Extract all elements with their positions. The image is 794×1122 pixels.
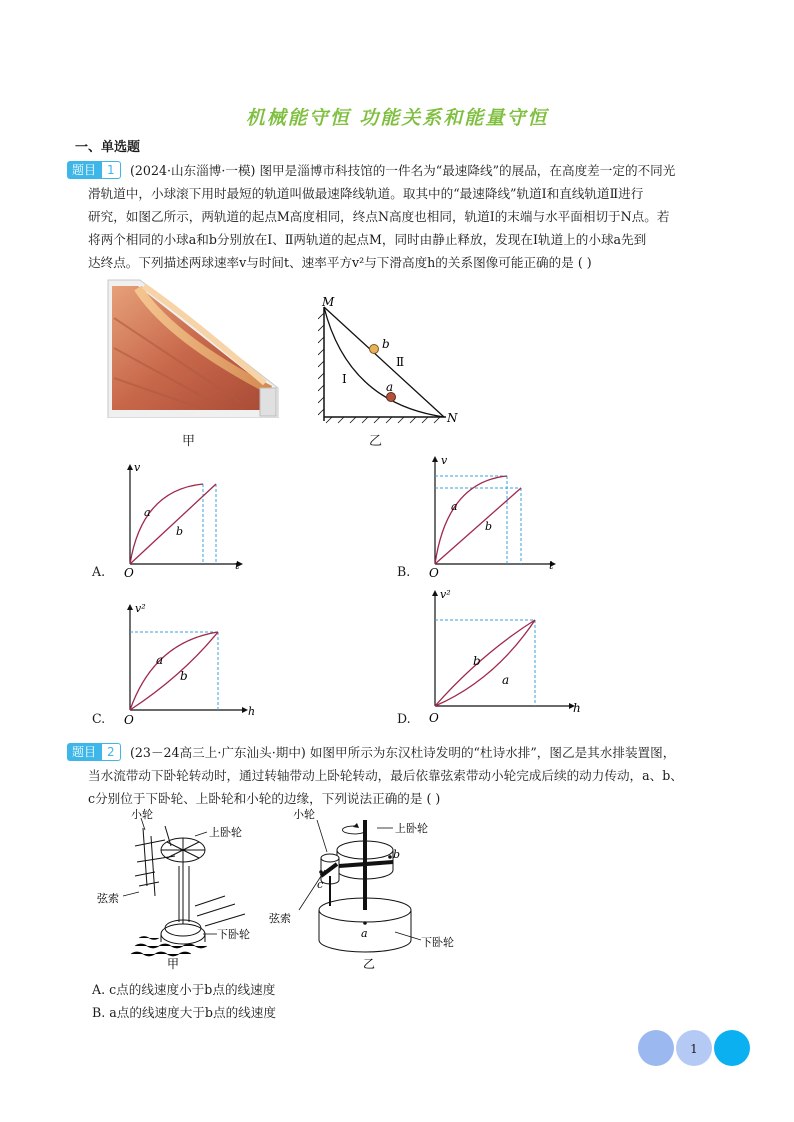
option-b-xaxis: t — [549, 559, 554, 572]
page-number: 1 — [690, 1042, 698, 1056]
option-b-origin: O — [429, 566, 439, 580]
track-diagram — [318, 293, 468, 428]
option-c-label: C. — [92, 711, 106, 726]
label-string-jia: 弦索 — [97, 892, 119, 905]
page-number-badge — [637, 1029, 752, 1067]
option-b-curve-b: b — [485, 520, 493, 533]
option-a-yaxis: v — [134, 462, 141, 474]
option-a-xaxis: t — [235, 559, 240, 572]
q2-option-a: A. c点的线速度小于b点的线速度 — [92, 982, 276, 997]
q2-line-2: 当水流带动下卧轮转动时，通过转轴带动上卧轮转动，最后依靠弦索带动小轮完成后续的动力传动，a、b、 — [88, 768, 683, 783]
label-point-b: b — [393, 848, 401, 861]
option-d-yaxis: v² — [440, 588, 451, 601]
q1-line-5: 达终点。下列描述两球速率v与时间t、速率平方v²与下滑高度h的关系图像可能正确的是 ( ) — [88, 255, 592, 270]
question-tag-label: 题目 — [67, 743, 101, 761]
question-2-text — [75, 741, 745, 810]
question-tag-number: 1 — [101, 161, 121, 179]
label-string-yi: 弦索 — [269, 912, 291, 925]
option-a-graph — [92, 462, 252, 584]
option-a-label: A. — [92, 564, 106, 579]
question-tag-label: 题目 — [67, 161, 101, 179]
label-point-c: c — [317, 878, 324, 891]
option-d-xaxis: h — [573, 701, 581, 715]
q1-line-1: (2024·山东淄博·一模) 图甲是淄博市科技馆的一件名为“最速降线”的展品，在高度差一定的不同光 — [130, 163, 676, 178]
q2-line-3: c分别位于下卧轮、上卧轮和小轮的边缘，下列说法正确的是 ( ) — [88, 791, 441, 806]
option-d-curve-b: b — [473, 654, 481, 668]
label-upper-wheel-jia: 上卧轮 — [209, 826, 242, 839]
question-tag-number: 2 — [101, 743, 121, 761]
label-point-a: a — [361, 927, 368, 940]
label-M: M — [322, 295, 335, 309]
q1-line-2: 滑轨道中，小球滚下用时最短的轨道叫做最速降线轨道。取其中的“最速降线”轨道Ⅰ和直线轨道Ⅱ进行 — [88, 186, 644, 201]
q2-option-b: B. a点的线速度大于b点的线速度 — [92, 1005, 276, 1020]
option-c-yaxis: v² — [135, 602, 146, 615]
option-b-yaxis: v — [441, 454, 448, 467]
label-small-wheel-yi: 小轮 — [293, 808, 315, 821]
option-b-graph — [397, 452, 562, 584]
exhibit-photo — [100, 278, 280, 418]
option-c-curve-a: a — [156, 653, 164, 667]
option-a-origin: O — [124, 566, 134, 580]
label-lower-wheel-yi: 下卧轮 — [421, 936, 454, 949]
option-c-curve-b: b — [180, 669, 188, 683]
question-1-text — [75, 159, 745, 274]
water-bellows-sketch — [95, 806, 275, 974]
option-b-curve-a: a — [451, 500, 458, 513]
option-d-curve-a: a — [502, 673, 510, 687]
option-d-graph — [397, 584, 587, 726]
q1-line-4: 将两个相同的小球a和b分别放在Ⅰ、Ⅱ两轨道的起点M，同时由静止释放，发现在Ⅰ轨道上的小球a先到 — [88, 232, 647, 247]
wheel-diagram — [265, 806, 465, 974]
label-N: N — [447, 411, 458, 425]
label-lower-wheel-jia: 下卧轮 — [217, 928, 250, 941]
q1-line-3: 研究，如图乙所示，两轨道的起点M高度相同，终点N高度也相同，轨道Ⅰ的末端与水平面相切于N点。若 — [88, 209, 670, 224]
option-a-curve-b: b — [176, 525, 184, 538]
option-c-origin: O — [124, 713, 134, 727]
label-track-I: Ⅰ — [342, 372, 347, 386]
page-title: 机械能守恒 功能关系和能量守恒 — [245, 107, 549, 129]
label-small-wheel-jia: 小轮 — [131, 808, 153, 821]
option-b-label: B. — [397, 564, 411, 579]
q2-line-1: (23－24高三上·广东汕头·期中) 如图甲所示为东汉杜诗发明的“杜诗水排”，图乙是其水排装置图， — [130, 745, 676, 760]
option-c-xaxis: h — [248, 705, 256, 718]
label-a: a — [386, 380, 394, 394]
label-b: b — [382, 337, 390, 351]
label-upper-wheel-yi: 上卧轮 — [395, 822, 428, 835]
option-d-label: D. — [397, 711, 411, 726]
option-a-curve-a: a — [144, 506, 151, 519]
label-track-II: Ⅱ — [396, 355, 405, 369]
figure-jia-caption-q2: 甲 — [167, 957, 180, 971]
option-d-origin: O — [429, 711, 439, 725]
figure-jia-caption: 甲 — [182, 434, 196, 449]
option-c-graph — [92, 598, 262, 728]
figure-yi-caption-q2: 乙 — [363, 957, 376, 971]
figure-yi-caption: 乙 — [369, 434, 383, 449]
section-heading: 一、单选题 — [75, 140, 141, 155]
